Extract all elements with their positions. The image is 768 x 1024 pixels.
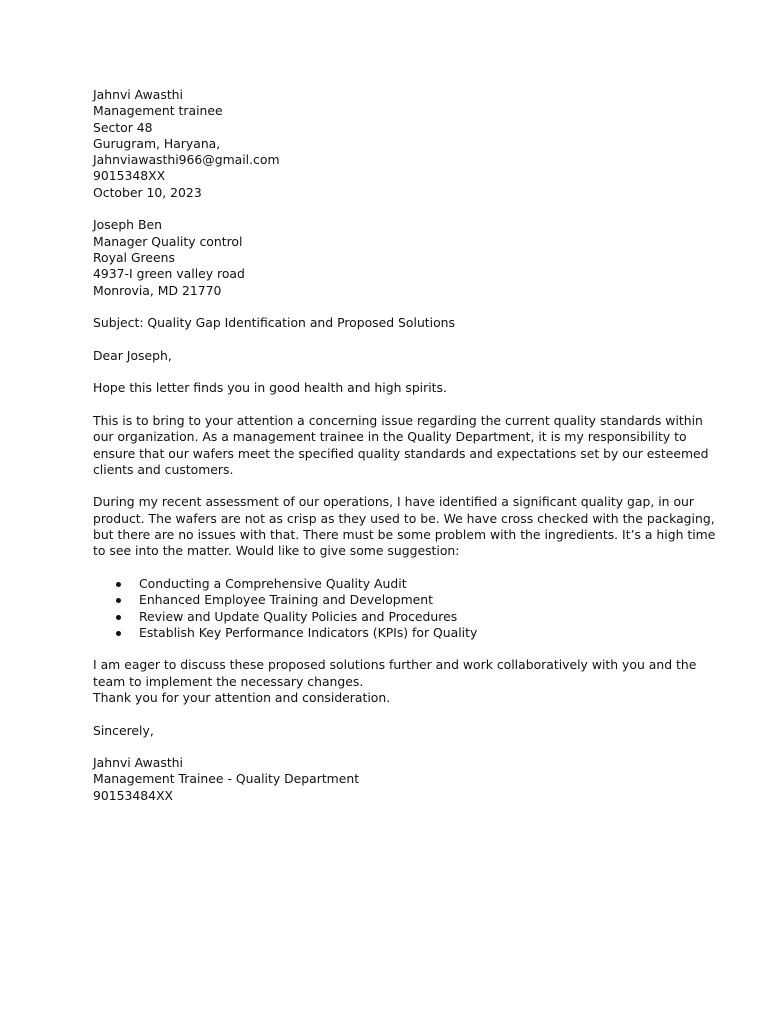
signature-title: Management Trainee - Quality Department (93, 771, 360, 787)
spacer (93, 364, 683, 380)
signature-block (93, 755, 683, 804)
suggestions-list (93, 576, 683, 641)
paragraph-line: ensure that our wafers meet the specified quality standards and expectations set by our esteemed (93, 445, 709, 461)
paragraph-line: This is to bring to your attention a concerning issue regarding the current quality standards within (93, 412, 703, 428)
sender-title: Management trainee (93, 103, 223, 119)
paragraph-line: During my recent assessment of our operations, I have identified a significant quality gap, in our (93, 494, 694, 510)
assessment-paragraph (93, 494, 716, 559)
paragraph-line: to see into the matter. Would like to give some suggestion: (93, 543, 460, 559)
list-item (93, 609, 683, 625)
spacer (93, 478, 683, 494)
paragraph-line: clients and customers. (93, 461, 234, 477)
subject-line: Subject: Quality Gap Identification and Proposed Solutions (93, 315, 455, 331)
suggestion-text: Enhanced Employee Training and Development (139, 592, 434, 608)
recipient-company: Royal Greens (93, 249, 175, 265)
recipient-street: 4937-I green valley road (93, 266, 245, 282)
sender-phone: 9015348XX (93, 168, 166, 184)
bullet-icon (116, 598, 121, 603)
bullet-icon (116, 631, 121, 636)
list-item (93, 576, 683, 592)
sender-block (93, 87, 683, 201)
paragraph-line: product. The wafers are not as crisp as they used to be. We have cross checked with the packaging, (93, 510, 715, 526)
list-item (93, 625, 683, 641)
bullet-icon (116, 615, 121, 620)
closing: Sincerely, (93, 722, 154, 738)
salutation: Dear Joseph, (93, 347, 172, 363)
sender-email: Jahnviawasthi966@gmail.com (93, 152, 280, 168)
recipient-city: Monrovia, MD 21770 (93, 282, 222, 298)
spacer (93, 397, 683, 413)
spacer (93, 201, 683, 217)
spacer (93, 641, 683, 657)
recipient-name: Joseph Ben (93, 217, 162, 233)
closing-paragraph (93, 657, 697, 706)
spacer (93, 560, 683, 576)
spacer (93, 299, 683, 315)
paragraph-line: but there are no issues with that. There must be some problem with the ingredients. It’s a high time (93, 527, 716, 543)
opening-paragraph: Hope this letter finds you in good health and high spirits. (93, 380, 447, 396)
spacer (93, 331, 683, 347)
paragraph-line: team to implement the necessary changes. (93, 673, 364, 689)
suggestion-text: Establish Key Performance Indicators (KPIs) for Quality (139, 624, 478, 640)
recipient-block (93, 217, 683, 298)
sender-address-line1: Sector 48 (93, 119, 153, 135)
sender-address-line2: Gurugram, Haryana, (93, 135, 221, 151)
spacer (93, 739, 683, 755)
sender-name: Jahnvi Awasthi (93, 87, 183, 102)
suggestion-text: Review and Update Quality Policies and Procedures (139, 608, 458, 624)
paragraph-line: I am eager to discuss these proposed solutions further and work collaboratively with you and the (93, 657, 697, 673)
list-item (93, 592, 683, 608)
issue-paragraph (93, 412, 709, 478)
paragraph-line: Thank you for your attention and consideration. (93, 689, 391, 705)
letter-date: October 10, 2023 (93, 184, 202, 200)
signature-name: Jahnvi Awasthi (93, 755, 183, 771)
suggestion-text: Conducting a Comprehensive Quality Audit (139, 575, 407, 591)
signature-phone: 90153484XX (93, 787, 174, 803)
paragraph-line: our organization. As a management trainee in the Quality Department, it is my responsibility to (93, 429, 687, 445)
recipient-title: Manager Quality control (93, 233, 243, 249)
letter-document (93, 87, 716, 804)
bullet-icon (116, 582, 121, 587)
spacer (93, 706, 683, 722)
